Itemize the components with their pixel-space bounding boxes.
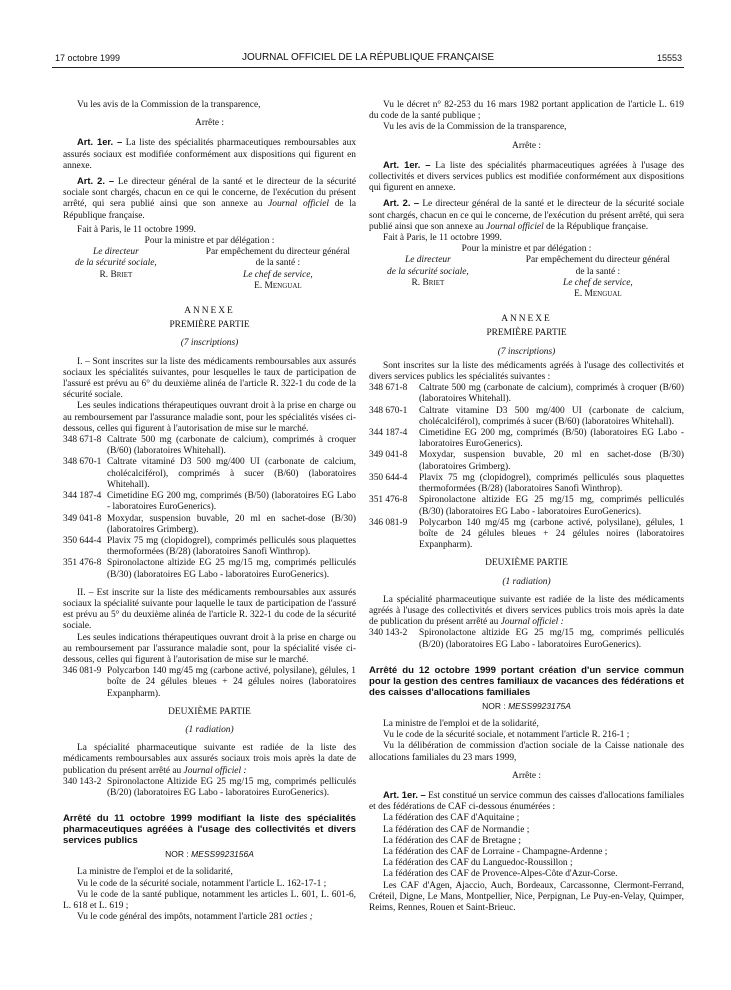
cip-code: 348 671-8 [63,435,102,446]
drug-item [63,435,356,457]
inscriptions-count: (7 inscriptions) [180,338,239,349]
arrete-label: Arrête : [512,140,541,151]
drug-list [63,777,356,799]
drug-description: Caltrate vitaminé D3 500 mg/400 UI (carbonate de calcium, cholécalciférol), comprimés à sucer (B/60) (laboratoires Whitehall). [107,457,356,490]
cip-code: 340 143-2 [369,628,408,639]
paragraph: Vu le décret n° 82-253 du 16 mars 1982 portant application de l'article L. 619 du code de la santé publique ; [369,100,684,122]
paragraph: La ministre de l'emploi et de la solidarité, [77,867,233,878]
annexe-heading: ANNEXE [184,306,235,317]
drug-item [369,495,684,517]
article-1: Art. 1er. – La liste des spécialités pharmaceutiques remboursables aux assurés sociaux est modifiée conformément aux dispositions qui figurent en annexe. [63,136,357,171]
cip-code: 346 081-9 [63,666,102,677]
article-label: Art. 1er. – [383,788,426,800]
drug-list [63,666,356,700]
right-column [369,100,684,914]
drug-description: Polycarbon 140 mg/45 mg (carbone activé, polysilane), gélules, 1 boîte de 24 gélules bleues + 24 gélules noires (laboratoires Expanpharm). [107,666,356,699]
fait-a-paris: Fait à Paris, le 11 octobre 1999. [383,233,502,244]
federation-item: La fédération des CAF de Normandie ; [383,824,530,835]
drug-item [369,428,684,450]
paragraph: Vu le code de la sécurité sociale, notamment l'article L. 162-17-1 ; [77,878,327,889]
drug-description: Caltrate 500 mg (carbonate de calcium), comprimés à croquer (B/60) (laboratoires Whitehall). [107,435,356,457]
drug-description: Moxydar, suspension buvable, 20 ml en sachet-dose (B/30) (laboratoires Grimberg). [419,450,684,472]
article-label: Art. 1er. – [77,136,123,148]
drug-item [63,457,356,491]
cip-code: 351 476-8 [63,558,102,569]
federation-list [369,813,684,880]
federation-item: La fédération des CAF de Bretagne ; [383,835,521,846]
inscriptions-count: (7 inscriptions) [497,346,556,357]
cip-code: 348 670-1 [369,405,408,416]
signature-block: Le directeur de la sécurité sociale, R. Briet Par empêchement du directeur général de la santé : Le chef de service, E. Mengual [387,255,670,300]
drug-description: Plavix 75 mg (clopidogrel), comprimés pelliculés sous plaquettes thermoformées (B/28) (laboratoires Sanofi Winthrop). [419,472,684,495]
drug-description: Moxydar, suspension buvable, 20 ml en sachet-dose (B/30) (laboratoires Grimberg). [107,513,356,535]
signatory-name: R. Briet [99,269,133,280]
paragraph: Les CAF d'Agen, Ajaccio, Auch, Bordeaux, Carcassonne, Clermont-Ferrand, Créteil, Digne, Le Mans, Montpellier, Nice, Perpignan, Le Puy-en-Velay, Quimper, Reims, Rennes, Rouen et Saint-Brieuc. [369,880,684,913]
paragraph: Les seules indications thérapeutiques ouvrant droit à la prise en charge ou au remboursement par l'assurance maladie sont, pour la spécialité visée ci-dessous, celles qui figurent à l'autorisation de mise sur le marché. [63,632,356,665]
drug-list [369,628,684,650]
part-heading: PREMIÈRE PARTIE [169,320,250,331]
article-label: Art. 2. – [77,175,115,187]
paragraph: Sont inscrites sur la liste des médicaments agréés à l'usage des collectivités et divers services publics les spécialités suivantes : [369,360,684,383]
drug-description: Spironolactone Altizide EG 25 mg/15 mg, comprimés pelliculés (B/20) (laboratoires EG Labo - laboratoires EuroGenerics). [107,776,356,798]
signatory-name: E. Mengual [574,289,622,300]
federation-item: La fédération des CAF de Provence-Alpes-Côte d'Azur-Corse. [383,869,618,880]
cip-code: 348 671-8 [369,383,408,394]
drug-item [63,666,356,700]
paragraph: II. – Est inscrite sur la liste des médicaments remboursables aux assurés sociaux la spécialité suivante pour laquelle le taux de participation de l'assuré est prévu au 5° du deuxième alinéa de l'article R. 322-1 du code de la sécurité sociale. [63,587,356,632]
paragraph: La spécialité pharmaceutique suivante est radiée de la liste des médicaments agréés à l'usage des collectivités et divers services publics trois mois après la date de publication du présent arrêté au Journal officiel : [369,594,684,628]
arrete-label: Arrête : [195,118,224,129]
drug-description: Spironolactone altizide EG 25 mg/15 mg, comprimés pelliculés (B/30) (laboratoires EG Labo - laboratoires EuroGenerics). [419,495,684,517]
part-heading: DEUXIÈME PARTIE [485,558,568,569]
drug-description: Cimetidine EG 200 mg, comprimés (B/50) (laboratoires EG Labo - laboratoires EuroGenerics). [107,491,356,513]
drug-item [63,491,356,513]
cip-code: 344 187-4 [63,491,102,502]
cip-code: 344 187-4 [369,428,408,439]
drug-description: Caltrate 500 mg (carbonate de calcium), comprimés à croquer (B/60) (laboratoires Whitehall). [419,383,684,405]
article-1: Art. 1er. – La liste des spécialités pharmaceutiques agréées à l'usage des collectivités et divers services publics est modifiée conformément aux dispositions qui figurent en annexe. [369,158,684,194]
fait-a-paris: Fait à Paris, le 11 octobre 1999. [77,224,196,235]
article-1: Art. 1er. – Est constitué un service commun des caisses d'allocations familiales et des fédérations de CAF ci-dessous énumérées : [369,788,685,813]
drug-description: Polycarbon 140 mg/45 mg (carbone activé, polysilane), gélules, 1 boîte de 24 gélules bleues + 24 gélules noires (laboratoires Expanpharm). [419,517,684,551]
paragraph: Vu le code de la sécurité sociale, et notamment l'article R. 216-1 ; [383,730,630,741]
drug-item [63,536,356,558]
cip-code: 350 644-4 [63,535,102,546]
signatory-name: E. Mengual [254,280,302,291]
article-2: Art. 2. – Le directeur général de la santé et le directeur de la sécurité sociale sont chargés, chacun en ce qui le concerne, de l'exécution du présent arrêté, qui sera publié ainsi que son annexe au Journal officiel de la République française. [63,175,357,221]
article-label: Art. 2. – [383,197,420,209]
paragraph: La ministre de l'emploi et de la solidarité, [383,718,539,729]
drug-item [369,406,684,428]
article-2: Art. 2. – Le directeur général de la santé et le directeur de la sécurité sociale sont chargés, chacun en ce qui le concerne, de l'exécution du présent arrêté, qui sera publié ainsi que son annexe au Journal officiel de la République française. [369,197,684,232]
cip-code: 349 041-8 [63,513,102,524]
decree-heading: Arrêté du 11 octobre 1999 modifiant la liste des spécialités pharmaceutiques agréées à l'usage des collectivités et divers services publics [63,813,356,847]
part-heading: DEUXIÈME PARTIE [168,706,251,717]
federation-item: La fédération des CAF de Lorraine - Champagne-Ardenne ; [383,846,608,857]
federation-item: La fédération des CAF du Languedoc-Roussillon ; [383,858,573,869]
radiation-count: (1 radiation) [502,576,551,587]
drug-description: Cimetidine EG 200 mg, comprimés (B/50) (laboratoires EG Labo - laboratoires EuroGenerics). [419,428,684,450]
arrete-label: Arrête : [512,770,541,781]
drug-description: Spironolactone altizide EG 25 mg/15 mg, comprimés pelliculés (B/30) (laboratoires EG Labo - laboratoires EuroGenerics). [107,558,356,580]
cip-code: 346 081-9 [369,517,408,528]
cip-code: 351 476-8 [369,495,408,506]
drug-item [369,450,684,472]
cip-code: 349 041-8 [369,450,408,461]
drug-item [369,628,684,650]
decree-heading: Arrêté du 12 octobre 1999 portant création d'un service commun pour la gestion des centres familiaux de vacances des fédérations et des caisses d'allocations familiales [369,664,684,698]
radiation-count: (1 radiation) [185,724,234,735]
delegation: Pour la ministre et par délégation : [144,236,275,247]
drug-item [369,473,684,495]
header-page-number: 15553 [656,53,682,63]
paragraph: Vu la délibération de commission d'action sociale de la Caisse nationale des allocations familiales du 23 mars 1999, [369,741,684,763]
part-heading: PREMIÈRE PARTIE [486,328,567,339]
header-title: JOURNAL OFFICIEL DE LA RÉPUBLIQUE FRANÇAISE [241,52,495,63]
federation-item: La fédération des CAF d'Aquitaine ; [383,813,520,824]
signature-block: Le directeur de la sécurité sociale, R. Briet Par empêchement du directeur général de la santé : Le chef de service, E. Mengual [75,247,350,291]
article-label: Art. 1er. – [383,158,431,170]
drug-item [63,514,356,536]
nor-reference: NOR : MESS9923175A [482,700,571,711]
drug-item [63,777,356,799]
cip-code: 340 143-2 [63,776,102,787]
paragraph: Vu le code général des impôts, notamment l'article 281 octies ; [77,912,313,923]
drug-description: Caltrate vitamine D3 500 mg/400 UI (carbonate de calcium, cholécalciférol), comprimés à sucer (B/60) (laboratoires Whitehall). [419,405,684,427]
drug-item [369,518,684,552]
paragraph: I. – Sont inscrites sur la liste des médicaments remboursables aux assurés sociaux les spécialités suivantes, pour lesquelles le taux de participation de l'assuré est prévu au 6° du deuxième alinéa de l'article R. 322-1 du code de la sécurité sociale. [63,356,356,401]
drug-description: Spironolactone altizide EG 25 mg/15 mg, comprimés pelliculés (B/20) (laboratoires EG Labo - laboratoires EuroGenerics). [419,628,684,650]
paragraph: Vu les avis de la Commission de la transparence, [383,122,567,133]
header-date: 17 octobre 1999 [55,53,121,63]
paragraph: Les seules indications thérapeutiques ouvrant droit à la prise en charge ou au remboursement par l'assurance maladie sont, pour les spécialités visées ci-dessous, celles qui figurent à l'autorisation de mise sur le marché. [63,401,356,434]
drug-list [369,383,684,551]
delegation: Pour la ministre et par délégation : [461,244,592,255]
paragraph: Vu les avis de la Commission de la transparence, [77,100,261,110]
paragraph: Vu le code de la santé publique, notamment les articles L. 601, L. 601-6, L. 618 et L. 619 ; [63,889,356,911]
running-header [52,53,684,68]
cip-code: 350 644-4 [369,472,408,483]
drug-item [369,383,684,405]
cip-code: 348 670-1 [63,457,102,468]
left-column [63,100,356,923]
drug-description: Plavix 75 mg (clopidogrel), comprimés pelliculés sous plaquettes thermoformées (B/28) (laboratoires Sanofi Winthrop). [107,535,356,558]
signatory-name: R. Briet [411,277,445,288]
drug-list [63,435,356,581]
drug-item [63,558,356,580]
paragraph: La spécialité pharmaceutique suivante est radiée de la liste des médicaments remboursables aux assurés sociaux trois mois après la date de publication du présent arrêté au Journal officiel : [63,743,356,776]
nor-reference: NOR : MESS9923156A [165,849,254,860]
annexe-heading: ANNEXE [501,314,552,325]
